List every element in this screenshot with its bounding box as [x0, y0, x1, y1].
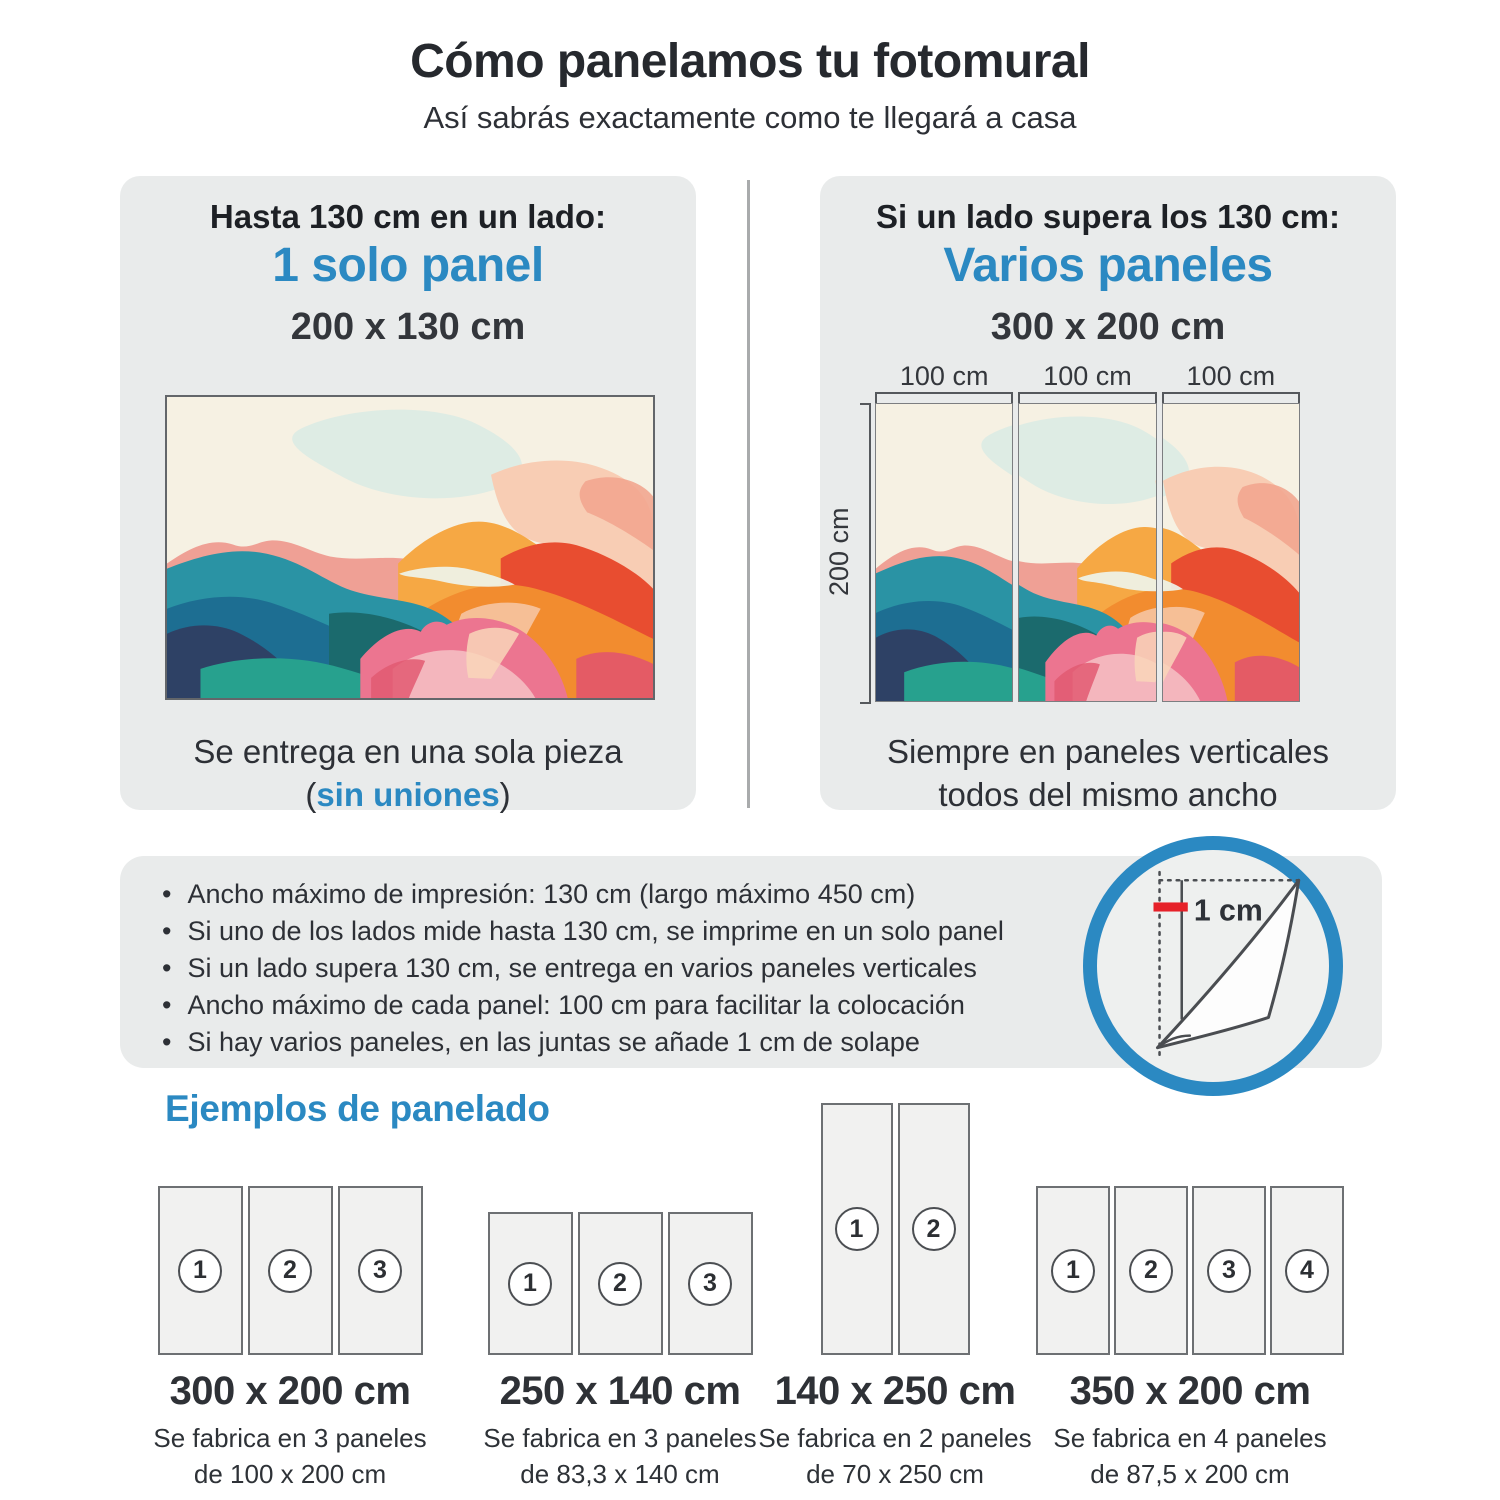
overlap-label: 1 cm [1193, 894, 1263, 928]
example-2-desc [483, 1420, 756, 1492]
page-title: Cómo panelamos tu fotomural [410, 35, 1090, 88]
single-panel-result: 1 solo panel [272, 239, 544, 292]
height-measurement-bracket [860, 403, 871, 704]
multi-panel-note-line1: Siempre en paneles verticales [886, 733, 1330, 770]
rule-item: • Ancho máximo de cada panel: 100 cm para facilitar la colocación [162, 987, 1382, 1024]
single-panel-note-line1: Se entrega en una sola pieza [193, 733, 623, 770]
example-panel [158, 1186, 243, 1355]
example-4-size: 350 x 200 cm [1069, 1369, 1311, 1413]
example-group-2 [460, 1212, 780, 1492]
example-4-desc-line1: Se fabrica en 4 paneles [1053, 1423, 1327, 1453]
example-panel [1036, 1186, 1110, 1355]
panel-number-badge: 4 [1285, 1249, 1329, 1293]
panel-number-badge: 1 [508, 1262, 552, 1306]
width-measurement-label: 100 cm [1043, 361, 1132, 391]
single-panel-condition: Hasta 130 cm en un lado: [209, 198, 607, 235]
mural-preview-panels [875, 403, 1300, 700]
example-3-desc [758, 1420, 1031, 1492]
example-3-panels [821, 1103, 970, 1355]
example-2-size: 250 x 140 cm [499, 1369, 741, 1413]
single-panel-dimensions: 200 x 130 cm [290, 306, 526, 348]
rule-item: • Si hay varios paneles, en las juntas se añade 1 cm de solape [162, 1024, 1382, 1061]
mural-panel-3 [1162, 403, 1300, 702]
example-panel [1114, 1186, 1188, 1355]
multi-panel-result: Varios paneles [943, 239, 1273, 292]
width-measurement-label: 100 cm [899, 361, 989, 391]
multi-panel-card [820, 176, 1396, 813]
panel-number-badge: 2 [268, 1249, 312, 1293]
width-measurements [875, 362, 1300, 404]
example-4-desc [1053, 1420, 1326, 1492]
mural-panel-2 [1018, 403, 1156, 702]
page-curl-icon [1097, 850, 1329, 1082]
width-measurement [875, 362, 1013, 404]
cards-divider [747, 180, 750, 808]
panel-number-badge: 2 [598, 1262, 642, 1306]
example-panel [668, 1212, 753, 1355]
example-panel [821, 1103, 893, 1355]
mural-panel-1 [875, 403, 1013, 702]
panel-number-badge: 1 [835, 1207, 879, 1251]
panel-number-badge: 3 [358, 1249, 402, 1293]
example-group-1 [130, 1186, 450, 1492]
example-1-panels [158, 1186, 423, 1355]
paren-close: ) [499, 776, 511, 813]
multi-panel-note [820, 730, 1396, 816]
example-panel [338, 1186, 423, 1355]
example-2-desc-line1: Se fabrica en 3 paneles [483, 1423, 757, 1453]
example-1-desc-line1: Se fabrica en 3 paneles [153, 1423, 427, 1453]
example-2-panels [488, 1212, 753, 1355]
rule-item: • Si uno de los lados mide hasta 130 cm, se imprime en un solo panel [162, 913, 1382, 950]
multi-panel-condition: Si un lado supera los 130 cm: [876, 198, 1340, 235]
overlap-detail-badge [1083, 836, 1343, 1096]
single-panel-card [120, 176, 696, 813]
mural-image [167, 397, 653, 698]
width-measurement [1018, 362, 1156, 404]
example-1-size: 300 x 200 cm [169, 1369, 411, 1413]
panel-number-badge: 1 [1051, 1249, 1095, 1293]
width-measurement-label: 100 cm [1186, 361, 1276, 391]
panel-number-badge: 1 [178, 1249, 222, 1293]
paren-open: ( [305, 776, 317, 813]
example-panel [488, 1212, 573, 1355]
page-subtitle: Así sabrás exactamente como te llegará a casa [423, 100, 1077, 135]
multi-panel-note-line2: todos del mismo ancho [938, 776, 1278, 813]
example-panel [1192, 1186, 1266, 1355]
panel-number-badge: 2 [912, 1207, 956, 1251]
example-panel [1270, 1186, 1344, 1355]
example-4-panels [1036, 1186, 1344, 1355]
single-panel-note [120, 730, 696, 816]
single-panel-note-highlight: sin uniones [316, 776, 500, 813]
example-panel [898, 1103, 970, 1355]
example-1-desc-line2: de 100 x 200 cm [193, 1459, 387, 1489]
example-3-desc-line2: de 70 x 250 cm [806, 1459, 984, 1489]
rule-item: • Ancho máximo de impresión: 130 cm (largo máximo 450 cm) [162, 876, 1382, 913]
height-measurement-label: 200 cm [824, 507, 854, 596]
example-3-desc-line1: Se fabrica en 2 paneles [758, 1423, 1032, 1453]
example-group-3 [755, 1103, 1035, 1492]
example-group-4 [1023, 1186, 1357, 1492]
width-measurement [1162, 362, 1300, 404]
mural-preview-single [165, 395, 655, 700]
examples-title: Ejemplos de panelado [165, 1088, 550, 1129]
overlap-red-mark [1153, 902, 1187, 911]
rule-item: • Si un lado supera 130 cm, se entrega en varios paneles verticales [162, 950, 1382, 987]
example-panel [578, 1212, 663, 1355]
panel-number-badge: 3 [1207, 1249, 1251, 1293]
example-panel [248, 1186, 333, 1355]
example-1-desc [153, 1420, 426, 1492]
panel-number-badge: 3 [688, 1262, 732, 1306]
example-4-desc-line2: de 87,5 x 200 cm [1090, 1459, 1290, 1489]
example-2-desc-line2: de 83,3 x 140 cm [520, 1459, 720, 1489]
panel-number-badge: 2 [1129, 1249, 1173, 1293]
example-3-size: 140 x 250 cm [774, 1369, 1016, 1413]
multi-panel-dimensions: 300 x 200 cm [990, 306, 1226, 348]
